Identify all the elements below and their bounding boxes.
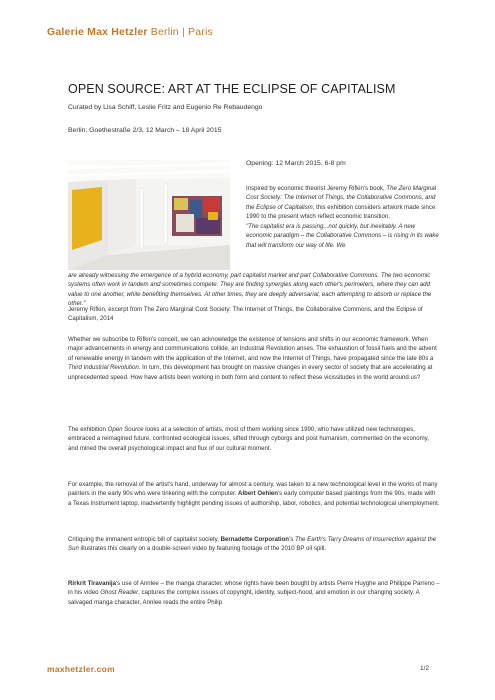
quote-attribution: Jeremy Rifkin, excerpt from The Zero Marginal Cost Society: The Internet of Things, the Collaborative Commons, and the Eclipse of Capitalism, 2014 [68,306,423,323]
body-paragraph-1 [68,335,440,382]
body4-text-3: illustrates this clearly on a double-screen video by featuring footage of the 2010 BP oil spill. [78,545,327,553]
body1-text-2: . In turn, this development has brought on massive changes in every sector of society that are accelerating at unprecedented speed. How have artists been working in both form and content to reflect these vicissitudes in the world around us? [68,364,433,381]
opening-info: Opening: 12 March 2015, 6-8 pm [246,160,346,167]
gallery-brand-name[interactable]: Galerie Max Hetzler [47,26,148,38]
body5-text-1: 's use of Annlee – the manga character, whose rights have been bought by artists Pierre Huyghe and Philippe Parreno – in his video [68,580,440,597]
body3-text-2: 's early computer based paintings from the 90s, made with a Texas Instrument laptop, inadvertently highlight pending issues of authorship, labor, robotics, and potential technological unemployment. [68,490,440,507]
intro-text-1: Inspired by economic theorist Jeremy Rifkin's book, [246,185,387,192]
body5-text-2: , captures the complex issues of copyright, identity, subject-hood, and emotion in our changing society. A salvaged manga character, Annlee reads the entire Philip [68,589,420,606]
body2-text-1: The exhibition [68,426,108,433]
body4-text-2: 's [289,536,295,543]
venue-dates: Berlin: Goethestraße 2/3, 12 March – 18 April 2015 [68,127,222,134]
artist-name-oehlen: Albert Oehlen [238,490,279,498]
intro-paragraph [246,184,441,222]
artist-name-tiravanija: Rirkrit Tiravanija [68,580,116,587]
body1-text-1: Whether we subscribe to Rifkin's conceit, we can acknowledge the existence of tensions and shifts in our economic framework. When major advancements in energy and communications collide, an Industrial Revolution arises. The exhaustion of fossil fuels and the advent of renewable energy in tandem with the application of the Internet, and now the Internet of Things, have propagated since the late 80s a [68,336,437,362]
body-paragraph-4 [68,535,440,554]
body1-emphasis: Third Industrial Revolution [68,364,139,372]
body-paragraph-3 [68,480,440,508]
curators-line: Curated by Lisa Schiff, Leslie Fritz and Eugenio Re Rebaudengo [68,104,263,111]
body-paragraph-2 [68,425,440,453]
work-title-ghost-reader: Ghost Reader [100,589,139,597]
exhibition-title: OPEN SOURCE: ART AT THE ECLIPSE OF CAPITALISM [68,82,396,96]
page-number: 1/2 [420,665,430,672]
footer-website-link[interactable]: maxhetzler.com [47,664,115,674]
gallery-installation-icon [68,160,230,270]
quote-part-1: "The capitalist era is passing...not quickly, but inevitably. A new economic paradigm – the Collaborative Commons – is rising in its wake that will transform our way of life. We [246,223,439,249]
gallery-header [47,26,213,38]
book-title: The Zero Marginal Cost Society: The Internet of Things, the Collaborative Commons, and the Eclipse of Capitalism [246,185,437,211]
artist-name-bernadette: Bernadette Corporation [220,536,290,543]
body3-text-1: For example, the removal of the artist's hand, underway for almost a century, was taken to a new technological level in the works of many painters in the early 90s who were tinkering with the computer. [68,481,438,498]
work-title-earth: The Earth's Tarry Dreams of Insurrection against the Sun [68,536,437,553]
body4-text-1: Critiquing the immanent entropic bill of capitalist society, [68,536,221,543]
intro-text-2: , this exhibition considers artwork made since 1990 to the present which reflect economic transition. [246,203,436,221]
exhibition-name: Open Source [107,426,144,433]
gallery-installation-image [68,160,230,270]
quote-part-2: are already witnessing the emergence of a hybrid economy, part capitalist market and part Collaborative Commons. The two economic systems often work in tandem and sometimes compete. They are finding synergies along each other's perimeters, where they can add value to one another, while benefiting themselves. At other times, they are deeply adversarial, each attempting to absorb or replace the other." [68,272,432,308]
gallery-locations: Berlin | Paris [147,26,213,38]
body2-text-2: looks at a selection of artists, most of them working since 1990, who have utilized new technologies, embraced a reimagined future, confronted ecological issues, sifted through cyborgs and post humanism, commented on the economy, and mined the overall psychological impact and flux of our cultural moment. [68,426,429,452]
body-paragraph-5 [68,579,440,607]
